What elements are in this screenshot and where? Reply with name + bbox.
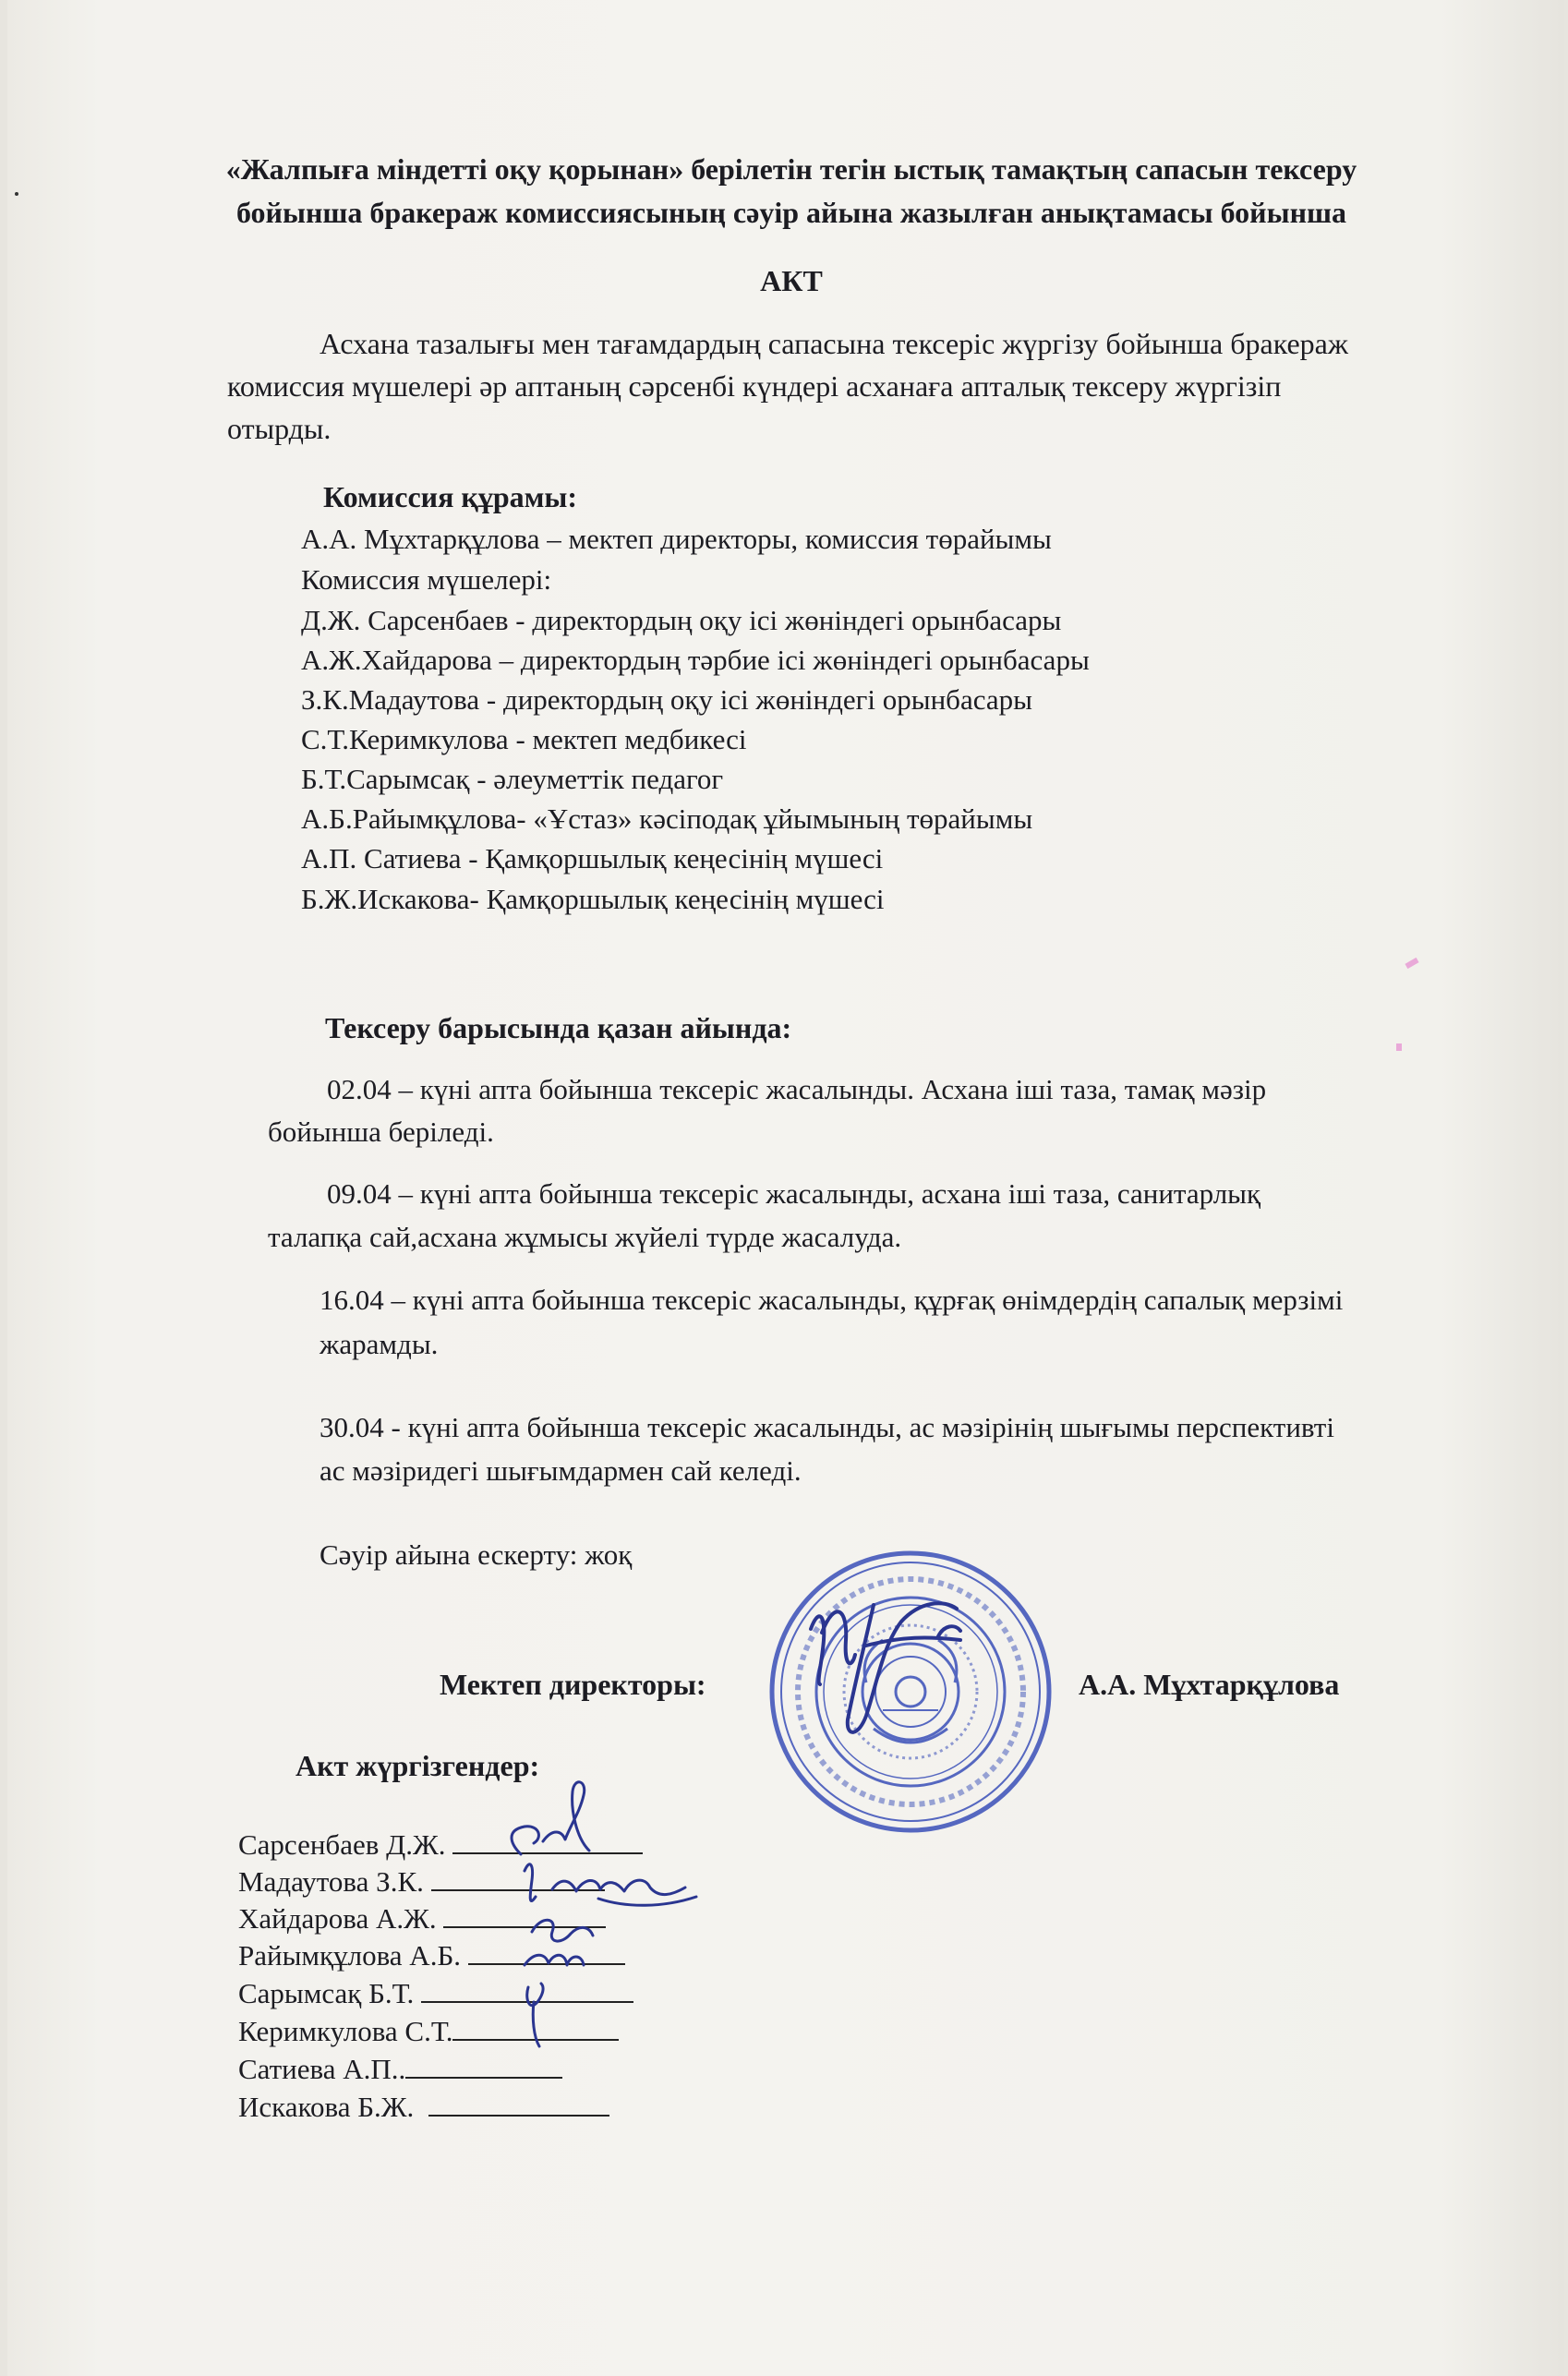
signer-name: Сарсенбаев Д.Ж. [238,1828,446,1861]
commission-member: С.Т.Керимкулова - мектеп медбикесі [301,723,747,755]
commission-member: А.П. Сатиева - Қамқоршылық кеңесінің мүшесі [301,842,884,874]
document-page [7,0,1564,2376]
commission-heading: Комиссия құрамы: [323,480,578,513]
director-name: А.А. Мұхтарқұлова [1079,1668,1340,1701]
signers-heading: Акт жүргізгендер: [296,1749,540,1782]
director-label: Мектеп директоры: [440,1668,706,1701]
title-line-2: бойынша бракераж комиссиясының сәуір айына жазылған анықтамасы бойынша [235,196,1347,229]
title-line-1: «Жалпыға міндетті оқу қорынан» берілетін тегін ыстық тамақтың сапасын тексеру [225,152,1357,186]
signer-name: Сарымсақ Б.Т. [238,1977,415,2009]
signer-name: Райымқұлова А.Б. [238,1939,461,1972]
handwritten-signatures [488,1769,718,2065]
signer-row [238,2087,609,2124]
intro-line-3: отырды. [227,412,332,445]
commission-member: А.А. Мұхтарқұлова – мектеп директоры, комиссия төрайымы [301,523,1052,555]
commission-member: Б.Т.Сарымсақ - әлеуметтік педагог [301,763,724,795]
signature-line [428,2087,609,2117]
inspection-entry-line-2: талапқа сай,асхана жұмысы жүйелі түрде жасалуда. [268,1221,902,1253]
signer-name: Хайдарова А.Ж. [238,1902,437,1935]
pink-mark [1396,1043,1402,1051]
intro-line-2: комиссия мүшелері әр аптаның сәрсенбі күндері асханаға апталық тексеру жүргізіп [227,369,1282,403]
inspection-entry-line-1: 02.04 – күні апта бойынша тексеріс жасалынды. Асхана іші таза, тамақ мәзір [327,1073,1267,1105]
commission-member: Б.Ж.Искакова- Қамқоршылық кеңесінің мүшесі [301,883,885,915]
inspection-heading: Тексеру барысында қазан айында: [325,1011,792,1044]
signer-name: Керимкулова С.Т. [238,2015,453,2047]
commission-member: З.К.Мадаутова - директордың оқу ісі жөніндегі орынбасары [301,683,1032,716]
inspection-entry-line-2: ас мәзіридегі шығымдармен сай келеді. [320,1454,802,1487]
commission-member: Д.Ж. Сарсенбаев - директордың оқу ісі жөніндегі орынбасары [301,604,1062,636]
inspection-entry-line-1: 09.04 – күні апта бойынша тексеріс жасалынды, асхана іші таза, санитарлық [327,1177,1261,1210]
commission-member: А.Б.Райымқұлова- «Ұстаз» кәсіподақ ұйымының төрайымы [301,802,1033,835]
commission-member: Комиссия мүшелері: [301,563,552,596]
official-stamp [763,1544,1058,1839]
inspection-entry-line-1: 30.04 - күні апта бойынша тексеріс жасалынды, ас мәзірінің шығымы перспективті [320,1411,1334,1443]
intro-line-1: Асхана тазалығы мен тағамдардың сапасына тексеріс жүргізу бойынша бракераж [320,327,1348,360]
inspection-entry-line-1: 16.04 – күні апта бойынша тексеріс жасалынды, құрғақ өнімдердің сапалық мерзімі [320,1284,1344,1316]
inspection-entry-line-2: бойынша беріледі. [268,1116,494,1148]
pink-mark [1405,958,1418,969]
commission-member: А.Ж.Хайдарова – директордың тәрбие ісі жөніндегі орынбасары [301,644,1090,676]
signer-name: Мадаутова З.К. [238,1865,424,1898]
inspection-entry-line-2: жарамды. [320,1328,439,1360]
inspection-remark: Сәуір айына ескерту: жоқ [320,1538,633,1571]
signer-name: Искакова Б.Ж. [238,2091,415,2123]
signer-name: Сатиева А.П.. [238,2053,406,2085]
act-heading: АКТ [760,264,823,297]
